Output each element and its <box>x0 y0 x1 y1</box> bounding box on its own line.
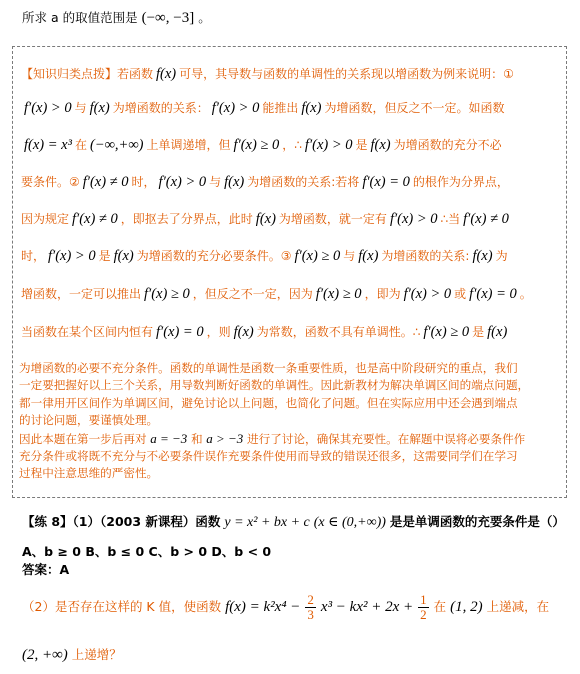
note-line <box>21 285 532 303</box>
math-expression: f(x) <box>370 137 391 153</box>
q2-func-b: x³ − kx² + 2x + <box>320 599 414 615</box>
note-text: 在 <box>74 138 87 152</box>
math-expression: f′(x) > 0 <box>403 286 452 302</box>
math-expression: f(x) = x³ <box>24 137 72 153</box>
practice-answer: 答案：A <box>22 562 70 577</box>
note-line <box>21 173 509 191</box>
note-text: ，则 <box>206 325 231 339</box>
math-expression: f(x) <box>233 324 254 340</box>
note-text: ∴当 <box>440 212 461 226</box>
note-text: ，即为 <box>364 287 401 301</box>
math-expression: f′(x) ≠ 0 <box>82 174 129 190</box>
note-text: 【知识归类点拨】若函数 <box>21 67 154 81</box>
math-expression: f′(x) ≥ 0 <box>423 324 470 340</box>
note-paragraph-line: 为增函数的必要不充分条件。函数的单调性是函数一条重要性质，也是高中阶段研究的重点，我们 <box>19 361 518 375</box>
q2-fraction-2: $\frac{1}{2}$ <box>420 592 427 622</box>
math-expression: f′(x) > 0 <box>389 211 438 227</box>
q2-interval-2: (2, +∞) <box>22 647 68 663</box>
note-text: 当函数在某个区间内恒有 <box>21 325 154 339</box>
note-text: 要条件。② <box>21 175 80 189</box>
intro-text: 所求 a 的取值范围是 <box>22 10 138 25</box>
note-text: ，∴ <box>282 138 302 152</box>
math-expression: f′(x) ≥ 0 <box>233 137 280 153</box>
note-line <box>21 65 514 83</box>
note-paragraph-line: 都一律用开区间作为单调区间，避免讨论以上问题，也简化了问题。但在实际应用中还会遇到端点 <box>19 395 518 410</box>
math-expression: f′(x) ≠ 0 <box>72 211 118 227</box>
math-expression: (−∞,+∞) <box>89 137 144 153</box>
note-paragraph2-line: 因此本题在第一步后再对 a = −3 和 a > −3 进行了讨论，确保其充要性。在解题中误将必要条件作 <box>19 430 526 446</box>
q2-in: 在 <box>433 599 447 614</box>
note-line <box>21 99 504 117</box>
math-expression: f(x) <box>156 66 177 82</box>
note-text: 与 <box>209 175 222 189</box>
note-text: 为增函数，就一定有 <box>278 212 387 226</box>
math-expression: f′(x) ≠ 0 <box>463 211 509 227</box>
note-text: ，即抠去了分界点，此时 <box>120 212 253 226</box>
note-text: 为增函数的充分不必 <box>393 138 502 152</box>
practice-title: 【练 8】（1）（2003 新课程）函数 <box>22 514 221 529</box>
note-text: 是 <box>472 325 485 339</box>
practice-function: y = x² + bx + c <box>224 515 310 530</box>
intro-range: (−∞, −3] <box>141 10 195 26</box>
math-expression: f′(x) > 0 <box>304 137 353 153</box>
note-text: 是 <box>355 138 368 152</box>
note-text: 为常数，函数不具有单调性。∴ <box>256 325 421 339</box>
math-expression: f(x) <box>472 248 493 264</box>
note-text: 为增函数的关系:若将 <box>247 175 360 189</box>
math-expression: f′(x) = 0 <box>469 286 517 302</box>
question-2-line <box>22 593 549 622</box>
math-expression: f′(x) > 0 <box>48 248 96 264</box>
note-text: ，但反之不一定，因为 <box>192 287 313 301</box>
note-text: 与 <box>343 249 356 263</box>
note-text: 的根作为分界点， <box>412 175 509 189</box>
math-expression: f(x) <box>113 248 134 264</box>
math-expression: f′(x) > 0 <box>158 174 207 190</box>
math-expression: f′(x) > 0 <box>211 100 260 116</box>
q2-increasing: 上递增？ <box>71 647 122 662</box>
note-paragraph-line: 的讨论问题，要谨慎处理。 <box>19 413 159 428</box>
q2-interval: (1, 2) <box>450 599 483 615</box>
note-paragraph2-line: 充分条件或将既不充分与不必要条件误作充要条件使用而导致的错误还很多，这需要同学们在学习 <box>19 449 518 464</box>
note-text: 增函数，一定可以推出 <box>21 287 142 301</box>
math-expression: f′(x) = 0 <box>362 174 410 190</box>
note-paragraph-line: 一定要把握好以上三个关系，用导数判断好函数的单调性。因此新教材为解决单调区间的端点问题， <box>19 378 530 393</box>
math-expression: f′(x) > 0 <box>24 100 72 116</box>
note-text: 上单调递增，但 <box>146 138 231 152</box>
note-text: 可导，其导数与函数的单调性的关系现以增函数为例来说明：① <box>179 67 514 81</box>
q2-fraction-1: $\frac{2}{3}$ <box>307 592 314 622</box>
math-expression: f′(x) ≥ 0 <box>315 286 362 302</box>
knowledge-note-box <box>12 46 567 498</box>
note-text: 为增函数，但反之不一定。如函数 <box>324 101 505 115</box>
math-expression: f′(x) ≥ 0 <box>294 248 341 264</box>
practice-options: A、b ≥ 0 B、b ≤ 0 C、b > 0 D、b < 0 <box>22 544 272 559</box>
math-expression: f(x) <box>358 248 379 264</box>
note-text: 。 <box>519 287 532 301</box>
note-paragraph <box>19 360 529 483</box>
math-expression: f(x) <box>301 100 322 116</box>
note-text: 为 <box>495 249 508 263</box>
note-text: 为增函数的充分必要条件。③ <box>136 249 292 263</box>
intro-end: 。 <box>198 10 211 25</box>
q2-decreasing: 上递减，在 <box>486 599 550 614</box>
question-2-line-2 <box>22 645 122 664</box>
note-text: 能推出 <box>262 101 299 115</box>
note-text: 因为规定 <box>21 212 70 226</box>
note-line <box>21 210 512 228</box>
q2-func-a: f(x) = k²x⁴ − <box>225 599 301 615</box>
note-line <box>21 136 502 154</box>
math-expression: f(x) <box>255 211 276 227</box>
note-text: 或 <box>454 287 467 301</box>
intro-line <box>22 8 211 27</box>
math-expression: f(x) <box>89 100 110 116</box>
note-paragraph2-line: 过程中注意思维的严密性。 <box>19 466 159 481</box>
practice-domain: (x ∈ (0,+∞)) <box>313 515 386 530</box>
math-expression: f(x) <box>224 174 245 190</box>
note-line <box>21 247 508 265</box>
note-line <box>21 323 510 341</box>
note-text: 与 <box>74 101 87 115</box>
note-text: 是 <box>98 249 111 263</box>
practice-title-line <box>22 512 565 531</box>
q2-start: （2）是否存在这样的 K 值，使函数 <box>22 599 222 614</box>
math-expression: f′(x) = 0 <box>156 324 204 340</box>
math-expression: f′(x) ≥ 0 <box>144 286 190 302</box>
note-text: 为增函数的关系: <box>381 249 470 263</box>
note-text: 时， <box>131 175 156 189</box>
practice-question-end: 是是单调函数的充要条件是（） <box>389 514 565 529</box>
math-expression: f(x) <box>487 324 508 340</box>
note-text: 为增函数的关系： <box>112 101 209 115</box>
note-text: 时， <box>21 249 46 263</box>
